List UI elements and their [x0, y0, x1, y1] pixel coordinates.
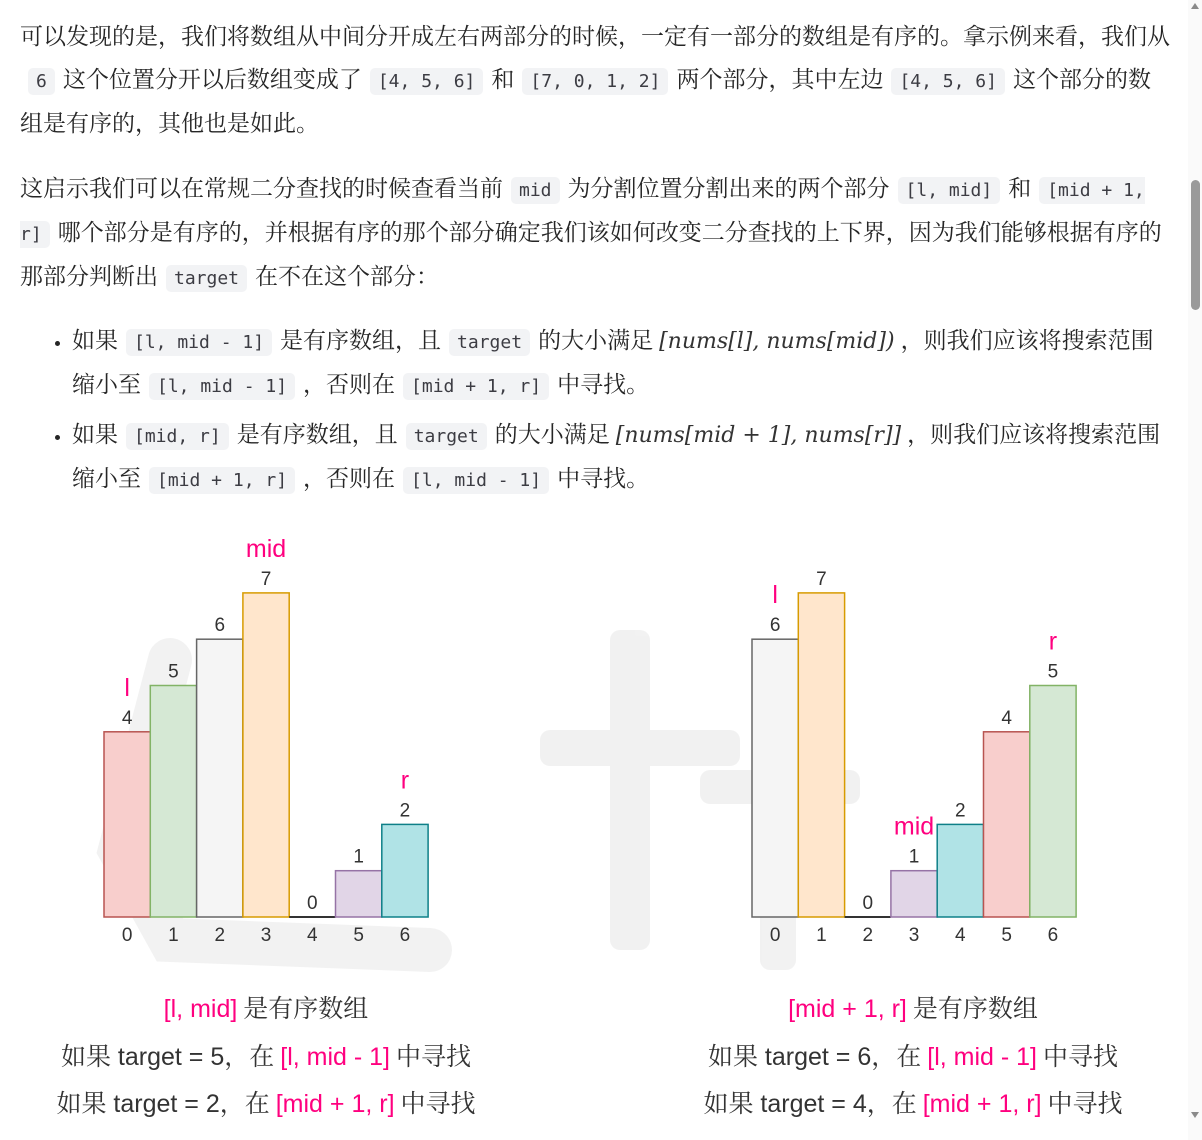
text: 是有序数组，且	[280, 328, 442, 354]
x-tick-label: 4	[955, 925, 966, 946]
bar-value-label: 2	[955, 800, 966, 822]
vertical-scrollbar[interactable]	[1188, 0, 1202, 1140]
scroll-down-icon[interactable]	[1191, 1112, 1199, 1118]
text: 两个部分，其中左边	[676, 67, 884, 93]
text: 哪个部分是有序的，并根据有序的那个部分确定我们该如何改变二分查找的上下界，因为我们能够根据有序的那部分判断出	[20, 220, 1162, 290]
inline-code: [l, mid - 1]	[149, 373, 295, 400]
note-prefix: 如果 target = 4，在	[703, 1090, 917, 1118]
bar-value-label: 7	[260, 568, 272, 590]
x-tick-label: 2	[862, 925, 874, 946]
text: 这个部分的数组是有序的，其他也是如此。	[20, 67, 1151, 137]
x-tick-label: 6	[399, 925, 411, 946]
bar-value-label: 6	[769, 615, 781, 637]
pointer-r: r	[1048, 627, 1058, 656]
note-range: [mid + 1, r]	[275, 1090, 395, 1118]
scroll-thumb[interactable]	[1191, 180, 1200, 310]
bar	[1030, 686, 1076, 918]
note-suffix: 中寻找	[1047, 1090, 1123, 1118]
paragraph-2	[20, 168, 1170, 300]
inline-code: target	[166, 265, 247, 292]
bar	[243, 593, 289, 917]
text: 和	[1008, 176, 1032, 202]
pointer-r: r	[400, 766, 410, 795]
inline-code: [l, mid]	[898, 177, 1001, 204]
figure-note	[56, 1090, 475, 1118]
paragraph-1	[20, 16, 1170, 146]
bar-value-label: 7	[816, 568, 827, 590]
scroll-up-icon[interactable]	[1191, 3, 1199, 9]
bar-value-label: 4	[121, 707, 133, 729]
figure-note	[61, 1043, 471, 1071]
figure-caption	[788, 995, 1038, 1023]
caption-text: 是有序数组	[243, 995, 369, 1023]
figure-caption	[164, 995, 369, 1023]
list-item	[72, 414, 1170, 502]
inline-code: [l, mid - 1]	[126, 329, 272, 356]
text: 这个位置分开以后数组变成了	[62, 67, 362, 93]
inline-code: [mid + 1, r]	[403, 373, 549, 400]
caption-range: [mid + 1, r]	[788, 995, 907, 1023]
text: 如果	[72, 328, 118, 354]
text: 在不在这个部分：	[255, 264, 440, 290]
note-prefix: 如果 target = 2，在	[56, 1090, 270, 1118]
inline-code: [7, 0, 1, 2]	[522, 68, 668, 95]
note-range: [l, mid - 1]	[927, 1043, 1038, 1071]
pointer-mid: mid	[893, 812, 935, 841]
inline-code: [mid + 1, r]	[149, 467, 295, 494]
bar	[798, 593, 844, 917]
x-tick-label: 0	[121, 925, 133, 946]
inline-code: [mid + 1, r]	[20, 177, 1145, 248]
text: 可以发现的是，我们将数组从中间分开成左右两部分的时候，一定有一部分的数组是有序的。拿示例来看，我们从	[20, 24, 1170, 50]
pointer-l: l	[124, 673, 130, 702]
note-prefix: 如果 target = 5，在	[60, 1043, 275, 1071]
pointer-mid: mid	[245, 534, 287, 563]
bar	[336, 871, 382, 917]
note-range: [l, mid - 1]	[280, 1043, 391, 1071]
text: 的大小满足	[538, 328, 654, 354]
x-tick-label: 5	[1001, 925, 1012, 946]
text: 中寻找。	[557, 466, 650, 492]
inline-code: mid	[511, 177, 560, 204]
x-tick-label: 2	[214, 925, 226, 946]
article-body	[20, 16, 1170, 508]
note-suffix: 中寻找	[400, 1090, 476, 1118]
x-tick-label: 1	[816, 925, 827, 946]
inline-code: 6	[28, 68, 55, 95]
x-tick-label: 6	[1047, 925, 1059, 946]
bar-value-label: 0	[307, 893, 318, 914]
bar	[891, 871, 937, 917]
text: ，则我们应该将搜索范围缩小至	[72, 422, 1161, 492]
bar-value-label: 0	[862, 893, 874, 914]
bar	[382, 824, 428, 917]
inline-code: [4, 5, 6]	[891, 68, 1005, 95]
bar	[104, 732, 150, 917]
bar-value-label: 5	[168, 661, 179, 683]
inline-code: [4, 5, 6]	[370, 68, 484, 95]
inline-code: target	[449, 329, 530, 356]
bar-value-label: 2	[399, 800, 411, 822]
inline-code: target	[406, 423, 487, 450]
bar-value-label: 4	[1001, 707, 1012, 729]
bar	[752, 639, 798, 917]
note-range: [mid + 1, r]	[922, 1090, 1042, 1118]
text: 的大小满足	[494, 422, 610, 448]
bar-value-label: 6	[214, 615, 226, 637]
bar-value-label: 1	[353, 846, 364, 868]
text: 中寻找。	[557, 372, 650, 398]
condition-list	[20, 320, 1170, 502]
pointer-l: l	[772, 581, 778, 610]
text: ，则我们应该将搜索范围缩小至	[72, 328, 1154, 398]
x-tick-label: 3	[908, 925, 920, 946]
bar-value-label: 5	[1047, 661, 1059, 683]
x-tick-label: 1	[168, 925, 179, 946]
note-prefix: 如果 target = 6，在	[707, 1043, 922, 1071]
note-suffix: 中寻找	[1043, 1043, 1119, 1071]
list-item	[72, 320, 1170, 408]
text: ，否则在	[303, 372, 396, 398]
bar	[937, 824, 983, 917]
text: 和	[491, 67, 515, 93]
bar	[197, 639, 243, 917]
figure-note	[703, 1090, 1122, 1118]
bar	[150, 686, 196, 918]
caption-text: 是有序数组	[912, 995, 1038, 1023]
text: ，否则在	[303, 466, 396, 492]
x-tick-label: 0	[769, 925, 781, 946]
text: 这启示我们可以在常规二分查找的时候查看当前	[20, 176, 503, 202]
chart-left	[56, 535, 475, 1118]
math-range: [nums[mid + 1], nums[r]]	[615, 423, 902, 448]
inline-code: [mid, r]	[126, 423, 229, 450]
chart-right	[703, 569, 1122, 1118]
note-suffix: 中寻找	[396, 1043, 472, 1071]
rotated-array-figure	[0, 520, 1188, 1140]
figure-note	[708, 1043, 1118, 1071]
text: 为分割位置分割出来的两个部分	[567, 176, 890, 202]
math-range: [nums[l], nums[mid])	[659, 329, 895, 354]
bar-value-label: 1	[908, 846, 920, 868]
bar	[984, 732, 1030, 917]
text: 是有序数组，且	[236, 422, 398, 448]
text: 如果	[72, 422, 118, 448]
x-tick-label: 4	[307, 925, 318, 946]
caption-range: [l, mid]	[163, 995, 238, 1023]
x-tick-label: 5	[353, 925, 364, 946]
inline-code: [l, mid - 1]	[403, 467, 549, 494]
x-tick-label: 3	[260, 925, 272, 946]
